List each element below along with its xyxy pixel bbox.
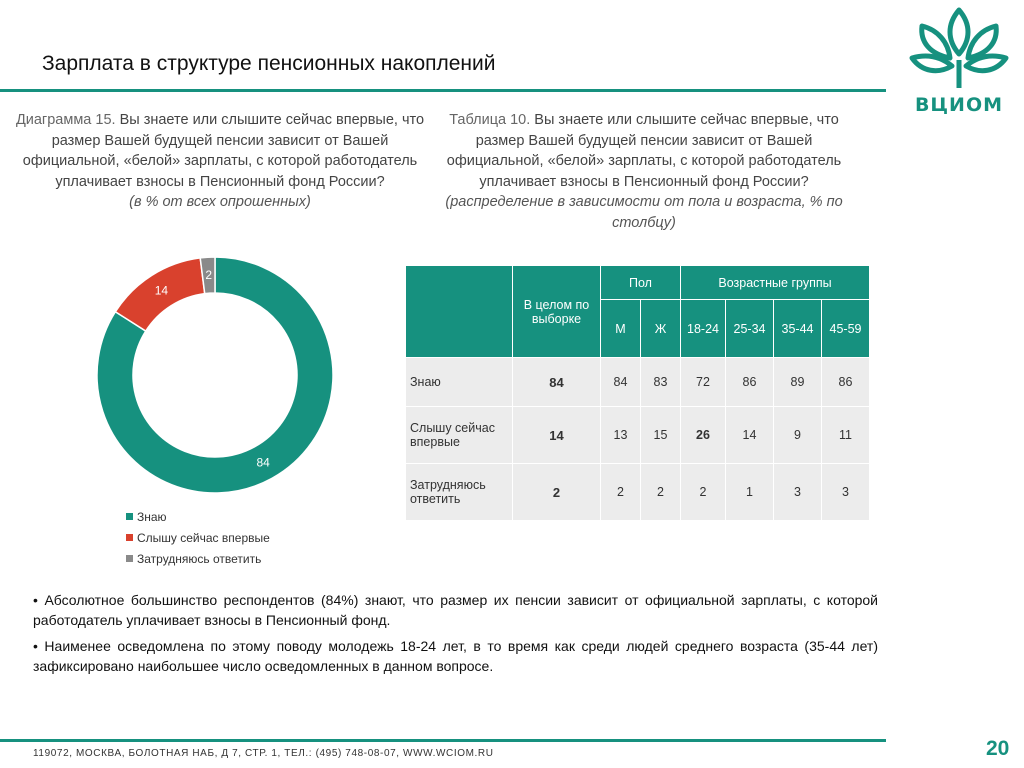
table-corner-cell [406,266,513,358]
note-item: • Абсолютное большинство респондентов (84%) знают, что размер их пенсии зависит от официальной зарплаты, с которой работодатель уплачивает взносы в Пенсионный фонд. [33,592,878,628]
col-group-age: Возрастные группы [681,266,870,300]
table-cell: 83 [641,358,681,407]
table-row [406,407,870,464]
table-row [406,464,870,521]
table-cell: 2 [641,464,681,521]
page-number: 20 [986,737,1010,760]
slice-value-label: 84 [256,455,270,470]
col-group-gender: Пол [601,266,681,300]
col-header-total: В целом по выборке [513,266,601,358]
chart-caption-prefix: Диаграмма 15. [15,112,116,128]
table-cell: 89 [774,358,822,407]
chart-caption-subtitle: (в % от всех опрошенных) [129,194,311,210]
legend-label: Слышу сейчас впервые [137,530,270,545]
legend-swatch [126,555,133,562]
row-label: Знаю [406,358,513,407]
table-caption [428,110,860,233]
table-cell: 3 [822,464,870,521]
legend-label: Знаю [137,509,167,524]
table-cell: 2 [601,464,641,521]
chart-caption [8,110,432,213]
table-cell: 11 [822,407,870,464]
slice-value-label: 2 [205,268,213,283]
legend-label: Затрудняюсь ответить [137,551,262,566]
legend-item [126,506,270,527]
table-cell: 14 [726,407,774,464]
table-cell: 86 [822,358,870,407]
col-header-female: Ж [641,300,681,358]
chart-caption-text: Вы знаете или слышите сейчас впервые, что размер Вашей будущей пенсии зависит от Вашей официальной, «белой» зарплаты, с которой работодатель уплачивает взносы в Пенсионный фонд России? [22,112,425,190]
slice-value-label: 14 [154,283,169,298]
table-cell: 86 [726,358,774,407]
table-caption-prefix: Таблица 10. [449,112,531,128]
results-table [405,265,870,521]
page-title: Зарплата в структуре пенсионных накоплений [42,52,496,75]
row-label: Затрудняюсь ответить [406,464,513,521]
col-header-male: М [601,300,641,358]
table-cell: 72 [681,358,726,407]
donut-chart [90,250,340,500]
logo-text: ВЦИОМ [914,94,1004,116]
legend-swatch [126,513,133,520]
col-header-age-25-34: 25-34 [726,300,774,358]
footer-address: 119072, МОСКВА, БОЛОТНАЯ НАБ, Д 7, СТР. 1, ТЕЛ.: (495) 748-08-07, WWW.WCIOM.RU [33,748,494,759]
table-cell: 9 [774,407,822,464]
table-cell: 1 [726,464,774,521]
legend-item [126,527,270,548]
summary-notes [33,590,878,682]
table-cell: 3 [774,464,822,521]
table-caption-text: Вы знаете или слышите сейчас впервые, что размер Вашей будущей пенсии зависит от Вашей официальной, «белой» зарплаты, с которой работодатель уплачивает взносы в Пенсионный фонд России? [446,112,842,190]
chart-legend [126,506,270,569]
row-label: Слышу сейчас впервые [406,407,513,464]
table-cell: 2 [681,464,726,521]
table-cell: 15 [641,407,681,464]
footer-divider [0,739,886,742]
legend-swatch [126,534,133,541]
title-divider [0,89,886,92]
total-cell: 2 [513,464,601,521]
legend-item [126,548,270,569]
highlighted-cell: 26 [681,407,726,464]
total-cell: 14 [513,407,601,464]
table-cell: 13 [601,407,641,464]
col-header-age-45-59: 45-59 [822,300,870,358]
table-caption-subtitle: (распределение в зависимости от пола и возраста, % по столбцу) [445,194,843,231]
total-cell: 84 [513,358,601,407]
table-row [406,358,870,407]
note-item: • Наименее осведомлена по этому поводу молодежь 18-24 лет, в то время как среди людей среднего возраста (35-44 лет) зафиксировано наибольшее число осведомленных в данном вопросе. [33,638,878,674]
table-cell: 84 [601,358,641,407]
col-header-age-35-44: 35-44 [774,300,822,358]
col-header-age-18-24: 18-24 [681,300,726,358]
